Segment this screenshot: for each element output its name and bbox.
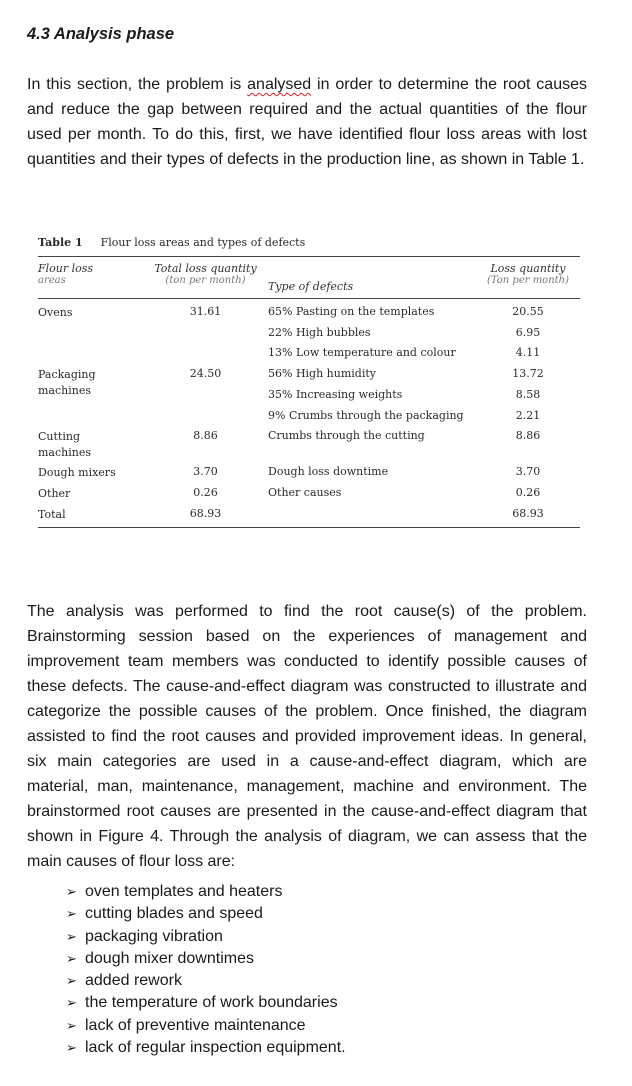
table-cell-type: 22% High bubbles xyxy=(268,326,371,339)
table-cell-total: 3.70 xyxy=(193,465,218,478)
table-cell-loss: 20.55 xyxy=(512,305,544,318)
cause-text: cutting blades and speed xyxy=(85,905,263,923)
table-title: Flour loss areas and types of defects xyxy=(100,236,306,249)
cause-list-item xyxy=(66,992,346,1014)
table-cell-total: 24.50 xyxy=(189,367,222,380)
arrow-bullet-icon: ➢ xyxy=(66,950,77,966)
header-total xyxy=(148,262,263,286)
intro-text-before: In this section, the problem is xyxy=(27,76,248,93)
spellcheck-flagged-word[interactable]: analysed xyxy=(247,76,312,93)
table-cell-area: Total xyxy=(38,508,66,521)
header-area-sub: areas xyxy=(38,275,66,286)
intro-paragraph xyxy=(27,72,587,172)
table-cell-type: Other causes xyxy=(268,486,342,499)
cause-list-item xyxy=(66,903,346,925)
table-cell-type: 13% Low temperature and colour xyxy=(268,346,456,359)
table-cell-loss: 8.86 xyxy=(515,429,541,442)
header-type: Type of defects xyxy=(268,280,354,293)
table-cell-loss: 8.58 xyxy=(515,388,541,401)
header-loss xyxy=(478,262,578,286)
header-area-label: Flour loss xyxy=(38,262,94,275)
arrow-bullet-icon: ➢ xyxy=(66,1017,77,1033)
table-cell-area: Cutting machines xyxy=(38,430,91,459)
table-cell-loss: 68.93 xyxy=(512,507,544,520)
cause-text: the temperature of work boundaries xyxy=(85,994,338,1012)
cause-text: added rework xyxy=(85,972,182,990)
section-heading: 4.3 Analysis phase xyxy=(27,25,175,43)
table-cell-area: Packaging machines xyxy=(38,368,96,397)
cause-text: dough mixer downtimes xyxy=(85,949,254,967)
table-cell-area: Dough mixers xyxy=(38,466,116,479)
header-loss-sub: (Ton per month) xyxy=(486,275,570,286)
table-cell-loss: 6.95 xyxy=(515,326,541,339)
cause-list-item xyxy=(66,926,346,948)
arrow-bullet-icon: ➢ xyxy=(66,928,77,944)
table-label: Table 1 xyxy=(38,236,83,249)
arrow-bullet-icon: ➢ xyxy=(66,906,77,922)
table-cell-type: Crumbs through the cutting xyxy=(268,429,425,442)
table-cell-type: Dough loss downtime xyxy=(268,465,389,478)
table-caption xyxy=(38,236,305,249)
table-top-rule xyxy=(38,256,580,257)
cause-text: lack of regular inspection equipment. xyxy=(85,1039,346,1057)
header-loss-label: Loss quantity xyxy=(490,262,566,275)
table-cell-loss: 0.26 xyxy=(515,486,541,499)
arrow-bullet-icon: ➢ xyxy=(66,884,77,899)
table-cell-type: 56% High humidity xyxy=(268,367,376,380)
arrow-bullet-icon: ➢ xyxy=(66,995,77,1011)
cause-list-item xyxy=(66,970,346,992)
table-cell-loss: 3.70 xyxy=(515,465,541,478)
arrow-bullet-icon: ➢ xyxy=(66,1040,77,1056)
table-cell-area: Ovens xyxy=(38,306,73,319)
cause-text: packaging vibration xyxy=(85,927,223,945)
cause-list-item xyxy=(66,948,346,970)
table-cell-total: 8.86 xyxy=(193,429,218,442)
table-cell-type: 65% Pasting on the templates xyxy=(268,305,435,318)
table-cell-loss: 4.11 xyxy=(515,346,541,359)
table-cell-loss: 2.21 xyxy=(515,409,541,422)
analysis-paragraph: The analysis was performed to find the root cause(s) of the problem. Brainstorming session based on the experiences of management and improvement team members was conducted to identify possible causes of these defects. The cause-and-effect diagram was constructed to illustrate and categorize the possible causes of the problem. Once finished, the diagram assisted to find the root causes and provided improvement ideas. In general, six main categories are used in a cause-and-effect diagram, which are material, man, maintenance, management, machine and environment. The brainstormed root causes are presented in the cause-and-effect diagram that shown in Figure 4. Through the analysis of diagram, we can assess that the main causes of flour loss are: xyxy=(27,603,587,870)
intro-text-after: in order to determine the root causes and reduce the gap between required and the actual quantities of the flour used per month. To do this, first, we have identified flour loss areas with lost quantities and their types of defects in the production line, as shown in Table 1. xyxy=(27,76,588,168)
table-cell-type: 9% Crumbs through the packaging xyxy=(268,409,464,422)
cause-text: lack of preventive maintenance xyxy=(85,1016,306,1034)
cause-list-item xyxy=(66,1015,346,1037)
header-area xyxy=(38,262,93,286)
header-total-label: Total loss quantity xyxy=(154,262,257,275)
table-bottom-rule xyxy=(38,527,580,528)
table-cell-total: 68.93 xyxy=(189,507,222,520)
table-cell-total: 31.61 xyxy=(189,305,222,318)
main-causes-list xyxy=(66,881,346,1059)
header-total-sub: (ton per month) xyxy=(165,275,246,286)
cause-list-item xyxy=(66,881,346,903)
cause-text: oven templates and heaters xyxy=(85,883,283,900)
table-header-rule xyxy=(38,298,580,299)
table-cell-type: 35% Increasing weights xyxy=(268,388,403,401)
arrow-bullet-icon: ➢ xyxy=(66,973,77,989)
table-cell-total: 0.26 xyxy=(193,486,218,499)
table-cell-loss: 13.72 xyxy=(512,367,544,380)
table-cell-area: Other xyxy=(38,487,71,500)
cause-list-item xyxy=(66,1037,346,1059)
